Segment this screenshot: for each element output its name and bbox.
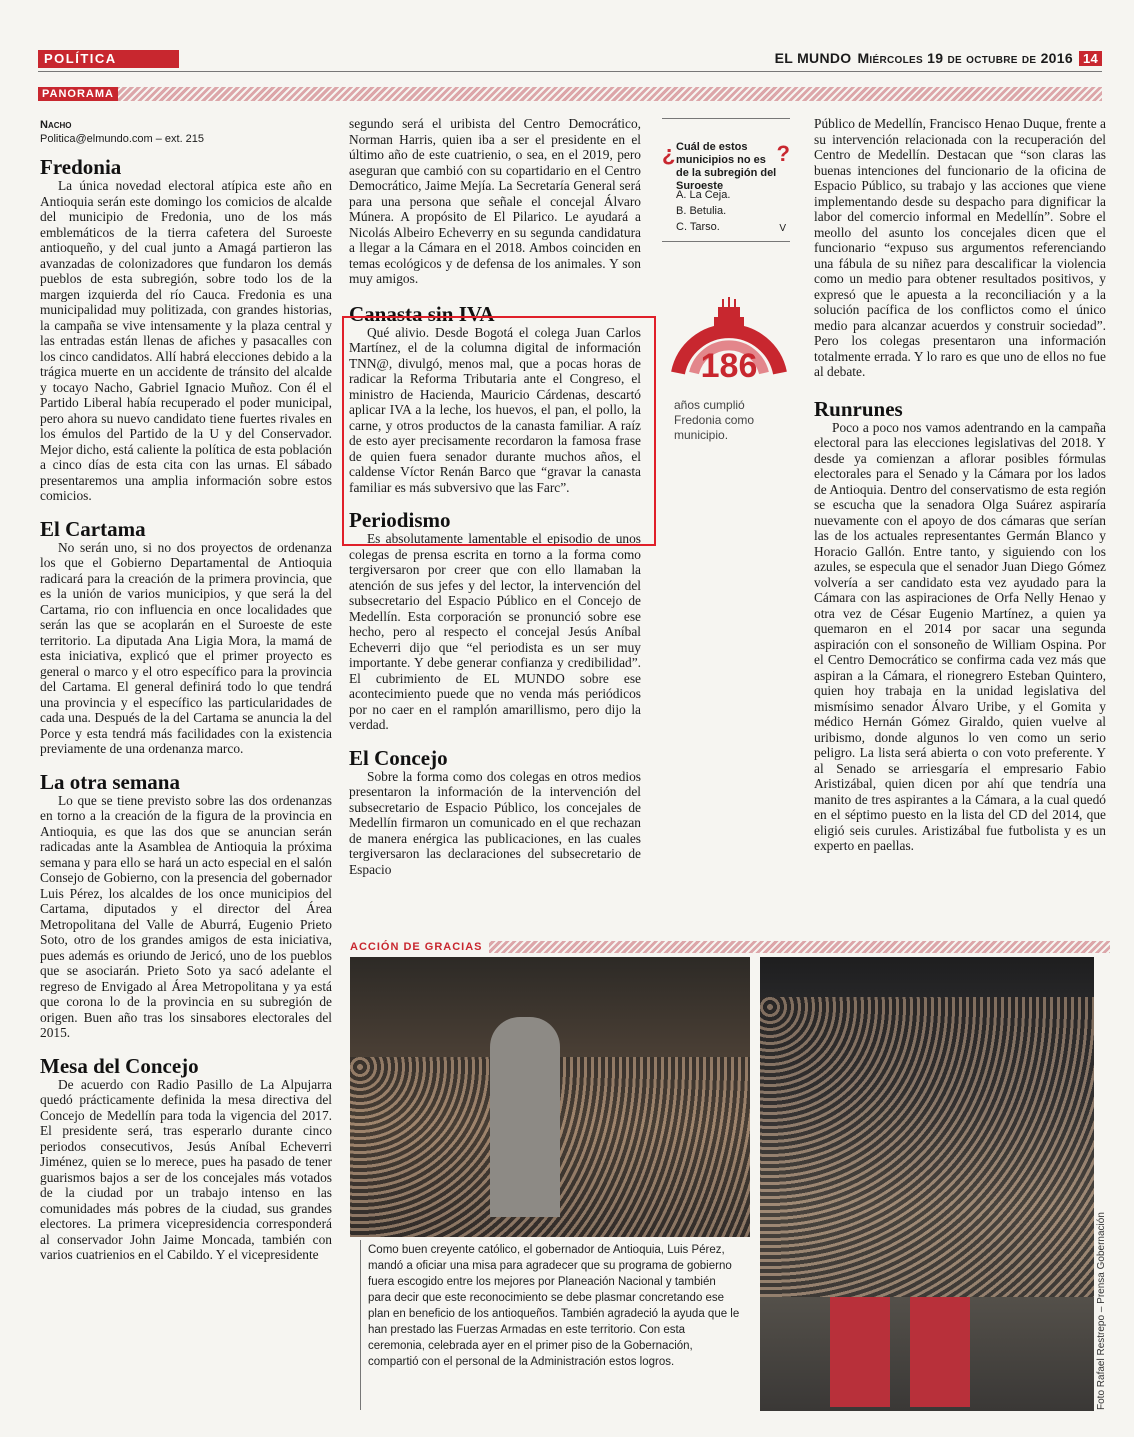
article-el-concejo: Sobre la forma como dos colegas en otros medios presentaron la información de la intervención del subsecretario de Espacio Público, los concejales de Medellín firmaron un comunicado en el que rechazan de manera enérgica las publicaciones, en las cuales tergiversaron las declaraciones del subsecretario de Espacio <box>349 768 641 877</box>
photo-caption: Como buen creyente católico, el gobernador de Antioquia, Luis Pérez, mandó a oficiar una misa para agradecer que su programa de gobierno fuera escogido entre los mejores por Planeación Nacional y también para decir que este reconocimiento se debe plasmar concretando ese plan en beneficio de los antioqueños. También agradeció la ayuda que le han prestado las Fuerzas Armadas en este territorio. Con esta ceremonia, celebrada ayer en el primer piso de la Gobernación, compartió con el personal de la Administración estos logros. <box>368 1244 740 1368</box>
photo-band <box>350 941 1110 953</box>
article-continuation-right: Público de Medellín, Francisco Henao Duque, frente a su intervención relacionada con la recuperación del Centro de Medellín. Destacan que “son claras las buenas intenciones del funcionario de la oficina de Espacio Público, su trabajo y las acciones que viene implementando desde su despacho para dignificar la labor del comercio informal en Medellín”. Sobre el meollo del asunto los concejales dicen que el funcionario “expuso sus argumentos referenciando una fábula de su niñez para descalificar la violencia como un medio para obtener resultados positivos, y expresó que le apuesta a la reconciliación y a la solución pacífica de los conflictos como el único medio para alcanzar acuerdos y construir sociedad”. Pero los colegas presentaron una información totalmente errada. Y lo raro es que uno de ellos no fue al debate. <box>814 116 1106 379</box>
masthead <box>775 50 1102 66</box>
byline <box>40 118 332 146</box>
header-rule <box>38 71 1102 72</box>
stat-badge <box>670 265 788 395</box>
article-la-otra-semana: Lo que se tiene previsto sobre las dos ordenanzas en torno a la creación de la figura de la provincia en Antioquia, es que las dos que se anuncian serán radicadas ante la Asamblea de Antioquia la próxima semana y para ello se hará un acto especial en el salón Consejo de Gobierno, con la presencia del gobernador Luis Pérez, los alcaldes de los once municipios del Cartama, diputados y el director del Área Metropolitana del Valle de Aburrá, Eugenio Prieto Soto, otro de los grandes amigos de esta iniciativa, pues además es oriundo de Jericó, uno de los pueblos que se asociarán. Prieto Soto ya sacó adelante el regreso de Envigado al Área Metropolitana y ya está que corona lo de la provincia en su subregión de origen. Buen año tras los sinsabores electorales del 2015. <box>40 792 332 1040</box>
panorama-label: PANORAMA <box>38 87 118 101</box>
paper-name: EL MUNDO <box>774 50 852 66</box>
photo-mass-hall <box>760 957 1094 1411</box>
stat-number: 186 <box>700 347 758 385</box>
heading-mesa-del-concejo: Mesa del Concejo <box>40 1053 199 1078</box>
panorama-band <box>38 87 1102 101</box>
heading-runrunes: Runrunes <box>814 396 903 421</box>
article-canasta-sin-iva: Qué alivio. Desde Bogotá el colega Juan Carlos Martínez, el de la columna digital de información TNN@, divulgó, menos mal, que a pocas horas de radicar la Reforma Tributaria ante el Congreso, el ministro de Hacienda, Mauricio Cárdenas, descartó aplicar IVA a la leche, los huevos, el pan, el pollo, la carne, y otros productos de la canasta familiar. A raíz de esto ayer precisamente recordaron la famosa frase de quien fuera senador durante muchos años, el caldense Víctor Renán Barco que “gravar la canasta familiar es más subversivo que las Farc”. <box>349 324 641 495</box>
photo-mass-speech <box>350 957 750 1237</box>
article-runrunes: Poco a poco nos vamos adentrando en la campaña electoral para las elecciones legislativas del 2018. Y desde ya comienzan a aflorar posibles fórmulas electorales para el Senado y la Cámara por los lados de Antioquia. Dentro del conservatismo de esta región se escucha que la senadora Olga Suárez aspiraría nuevamente con el apoyo de dos cámaras que serían las de los actuales representantes Germán Blanco y Horacio Gallón. Entre tanto, y siguiendo con los azules, se especula que el senador Juan Diego Gómez volvería a ser candidato esta vez ayudado para la Cámara con las aspiraciones de Orfa Nelly Henao y otra vez de César Eugenio Martínez, a quien ya quemaron en el 2014 por sacar una segunda aspiración con el sonsoneño de William Ospina. Por el Centro Democrático se confirma cada vez más que aspiran a la Cámara, el rionegrero Esteban Quintero, quien hoy trabaja en la unidad legislativa del mismísimo senador Álvaro Uribe, y el Gomita y médico Hernán Gómez Giraldo, quien vuelve al uribismo, donde algunos lo ven como un serio peligro. La lista será abierta o con voto preferente. Y al Senado se arriesgaría el empresario Fabio Aristizábal, quien dicen por ahí que tendría una manito de tres aspirantes a la Cámara, a la cual quedó en el séptimo puesto en la lista del CD del 2014, que eligió seis curules. Aristizábal fue futbolista y es un experto en paellas. <box>814 419 1106 853</box>
heading-fredonia: Fredonia <box>40 155 122 179</box>
author-name: Nacho <box>40 119 72 131</box>
article-continuation: segundo será el uribista del Centro Democrático, Norman Harris, quien iba a ser el presidente en el último año de este cuatrienio, o sea, en el 2019, pero aseguran que cambió con su copartidario en el Centro Democrático, Jaime Mejía. La Secretaría General será para una persona que señale el concejal Álvaro Múnera. A propósito de El Pilarico. Le ayudará a Nicolás Albeiro Echeverry en su segunda candidatura a llegar a la Cámara en el 2018. Ambos coinciden en temas ecológicos y de defensa de los animales. Y son muy amigos. <box>349 116 641 286</box>
heading-el-cartama: El Cartama <box>40 516 146 541</box>
heading-la-otra-semana: La otra semana <box>40 769 180 794</box>
quiz-question: Cuál de estos municipios no es de la subregión del Suroeste <box>676 141 777 192</box>
photo-crowd <box>760 997 1094 1297</box>
photo-credit: Foto Rafael Restrepo – Prensa Gobernación <box>1096 1212 1107 1410</box>
heading-canasta-sin-iva: Canasta sin IVA <box>349 301 495 326</box>
article-mesa-del-concejo: De acuerdo con Radio Pasillo de La Alpujarra quedó prácticamente definida la mesa directiva del Concejo de Medellín para toda la vigencia del 2017. El presidente será, tras esperarlo durante cinco periodos consecutivos, Jesús Aníbal Echeverri Jiménez, quien se lo merece, pues ha pasado de tener guarismos bajos a ser de los concejales más votados de la ciudad por un trabajo intenso en las comunidades más pobres de la ciudad, sus grandes electores. La primera vicepresidencia corresponderá al conservador John Jaime Moncada, también con varios cuatrienios en el Cabildo. Y el vicepresidente <box>40 1076 332 1262</box>
heading-periodismo: Periodismo <box>349 508 451 532</box>
caption-rule <box>360 1240 361 1410</box>
quiz-box <box>662 118 790 242</box>
stat-caption: años cumplió Fredonia como municipio. <box>674 398 755 442</box>
photo-priest <box>830 1297 890 1407</box>
question-mark-icon: ? <box>776 141 790 166</box>
column-4 <box>814 116 1106 854</box>
article-el-cartama: No serán uno, si no dos proyectos de ordenanza los que el Gobierno Departamental de Antioquia radicará para la creación de la primera provincia, que es la unión de varios municipios, y que será la del Cartama, rio con influencia en once localidades que serán las que se acoplarán en el Suroeste de este territorio. La diputada Ana Ligia Mora, la mamá de esta iniciativa, explicó que el primer proyecto es general o marco y el otro específico para la provincia del Cartama. El general definirá todo lo que tendrá una provincia y el específico las particularidades de cada una. Después de la del Cartama se anuncia la del Porce y esta tendrá más facilidades con la existencia previamente de una ordenanza marco. <box>40 539 332 756</box>
heading-el-concejo: El Concejo <box>349 745 448 770</box>
article-fredonia: La única novedad electoral atípica este año en Antioquia serán este domingo los comicios de alcalde del municipio de Fredonia, uno de los más emblemáticos de la tierra cafetera del Suroeste antioqueño, y del cual junto a Amagá partieron las avanzadas de colonizadores que fundaron los demás pueblos de esta subregión, sobre todo los de la margen izquierda del río Cauca. Fredonia es una municipalidad muy politizada, con grandes historias, la campaña se vive intensamente y la plaza central y las entradas están llenas de afiches y pasacalles con los cinco candidatos. Allí habrá elecciones debido a la trágica muerte en un accidente de tránsito del alcalde y tocayo Nacho, Gabriel Ignacio Muñoz. Con él el Partido Liberal había recuperado el poder municipal, pero ahora su nuevo candidato tiene fuertes rivales en los émulos del Partido de la U y del Conservador. Mejor dicho, está caliente la política de esta población a cinco días de esta cita con las urnas. El sábado presentaremos una amplia información sobre estos comicios. <box>40 178 332 503</box>
photo-priest <box>910 1297 970 1407</box>
issue-date: Miércoles 19 de octubre de 2016 <box>857 50 1073 66</box>
photo-speaker <box>490 1017 560 1217</box>
article-periodismo: Es absolutamente lamentable el episodio de unos colegas de prensa escrita en torno a la forma como tergiversaron por creer que con ello llamaban la atención de sus jefes y del lector, la intervención del subsecretario del Espacio Público en el Concejo de Medellín. Esta corporación se pronunció sobre ese hecho, pero al respecto el concejal Jesús Aníbal Echeverri dijo que “el periodista es un ser muy importante. Y debe generar confianza y credibilidad”. El cubrimiento de EL MUNDO sobre ese acontecimiento puede que no venda más periódicos por no caer en el ramplón amarillismo, pero dijo la verdad. <box>349 531 641 732</box>
highlight-box <box>342 316 656 546</box>
quiz-option: A. La Ceja. <box>676 189 731 201</box>
column-1 <box>40 118 332 1263</box>
page-number: 14 <box>1079 51 1102 66</box>
photo-band-label: ACCIÓN DE GRACIAS <box>350 941 489 953</box>
quiz-option: C. Tarso. <box>676 221 720 233</box>
question-mark-icon: ¿ <box>662 141 676 166</box>
section-label: POLÍTICA <box>38 50 179 68</box>
quiz-option: B. Betulia. <box>676 205 727 217</box>
quiz-answer: V <box>779 223 786 234</box>
author-contact: Politica@elmundo.com – ext. 215 <box>40 133 205 145</box>
